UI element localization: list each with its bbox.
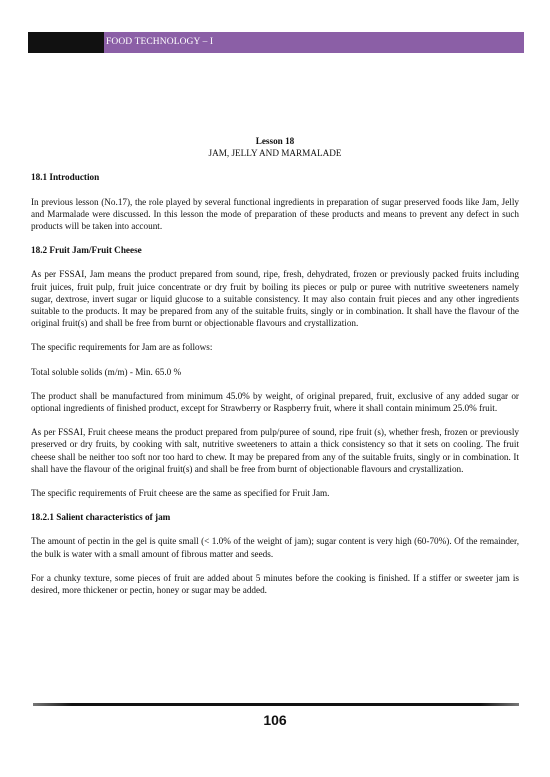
section-heading-salient: 18.2.1 Salient characteristics of jam: [31, 512, 171, 523]
paragraph-cheese-definition: As per FSSAI, Fruit cheese means the product prepared from pulp/puree of sound, ripe fruit (s), whether fresh, frozen or previously preserved or dry fruits, by cooking with salt, nutritive sweeteners to attain a thick consistency so that it sets on cooling. The fruit cheese shall be neither too soft nor too hard to chew. It may be prepared from any of the suitable fruits, singly or in combination. It shall have the flavour of the original fruit(s) and shall be free from burnt of objectionable flavours and crystallization.: [31, 427, 519, 474]
paragraph-jam-tss: Total soluble solids (m/m) - Min. 65.0 %: [31, 366, 182, 377]
paragraph-intro: In previous lesson (No.17), the role played by several functional ingredients in preparation of sugar preserved foods like Jam, Jelly and Marmalade were discussed. In this lesson the mode of preparation of these products and means to prevent any defect in such products will be taken into account.: [31, 196, 519, 232]
page-number: 106: [263, 712, 287, 728]
page-body: [31, 135, 519, 608]
paragraph-jam-fruit-content: The product shall be manufactured from minimum 45.0% by weight, of original prepared, fruit, exclusive of any added sugar or optional ingredients of finished product, except for Strawberry or Raspberry fruit, where it shall contain minimum 25.0% fruit.: [31, 390, 519, 414]
paragraph-jam-definition: As per FSSAI, Jam means the product prepared from sound, ripe, fresh, dehydrated, frozen or previously packed fruits including fruit juices, fruit pulp, fruit juice concentrate or dry fruit by boiling its pieces or pulp or puree with nutritive sweeteners namely sugar, dextrose, invert sugar or liquid glucose to a suitable consistency. It may also contain fruit pieces and any other ingredients suitable to the products. It may be prepared from any of the suitable fruits, singly or in combination. It shall have the flavour of the original fruit(s) and shall be free from burnt or objectionable flavours and crystallization.: [31, 269, 519, 329]
paragraph-salient: The amount of pectin in the gel is quite small (< 1.0% of the weight of jam); sugar content is very high (60-70%). Of the remainder, the bulk is water with a small amount of fibrous matter and seeds.: [31, 536, 519, 559]
running-header: [28, 32, 524, 53]
section-heading-jam: 18.2 Fruit Jam/Fruit Cheese: [31, 245, 142, 256]
paragraph-cheese-requirements: The specific requirements of Fruit cheese are the same as specified for Fruit Jam.: [31, 488, 330, 499]
footer-rule: [33, 703, 519, 706]
lesson-number: Lesson 18: [255, 136, 295, 146]
header-title: FOOD TECHNOLOGY – I: [104, 32, 524, 53]
lesson-title: JAM, JELLY AND MARMALADE: [208, 148, 342, 159]
section-heading-intro: 18.1 Introduction: [31, 172, 100, 183]
paragraph-chunky: For a chunky texture, some pieces of fruit are added about 5 minutes before the cooking is finished. If a stiffer or sweeter jam is desired, more thickener or pectin, honey or sugar may be added.: [31, 572, 519, 596]
header-black-block: [28, 32, 104, 53]
paragraph-jam-requirements-intro: The specific requirements for Jam are as follows:: [31, 342, 213, 353]
